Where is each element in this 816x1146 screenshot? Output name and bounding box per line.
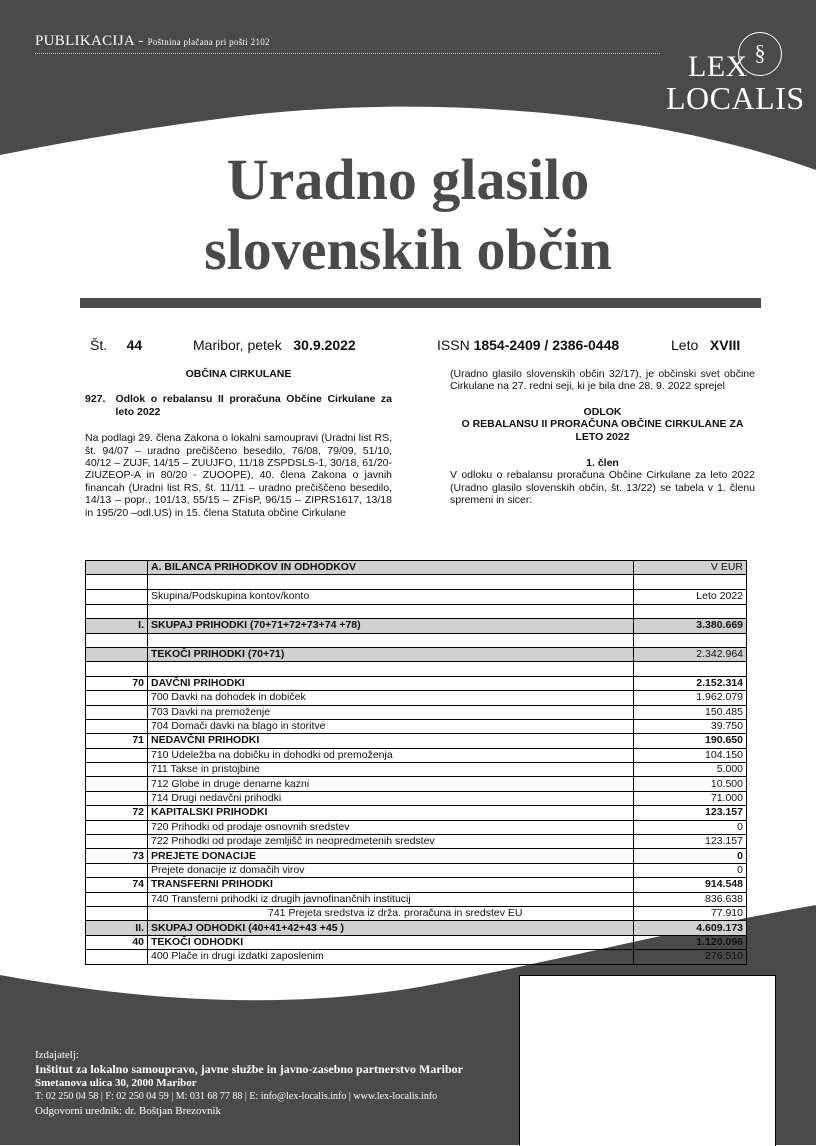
row-code xyxy=(86,647,148,661)
table-row xyxy=(86,748,747,762)
volume-value: XVIII xyxy=(709,337,741,353)
row-code: II. xyxy=(86,921,148,935)
table-row xyxy=(86,791,747,805)
title-line-1: Uradno glasilo xyxy=(226,147,590,212)
row-label: 720 Prihodki od prodaje osnovnih sredstev xyxy=(148,820,634,834)
title-rule xyxy=(80,298,761,308)
row-value: 5.000 xyxy=(634,763,747,777)
row-code xyxy=(86,777,148,791)
row-label: 740 Transferni prihodki iz drugih javnofinančnih institucij xyxy=(148,892,634,906)
budget-table-body xyxy=(86,561,747,965)
issn-label: ISSN xyxy=(437,337,470,353)
row-label xyxy=(148,662,634,676)
row-code xyxy=(86,662,148,676)
table-row xyxy=(86,662,747,676)
table-row xyxy=(86,619,747,633)
row-value: 0 xyxy=(634,863,747,877)
row-label: 722 Prihodki od prodaje zemljišč in neopredmetenih sredstev xyxy=(148,835,634,849)
row-value: 123.157 xyxy=(634,835,747,849)
row-value: 1.120.096 xyxy=(634,935,747,949)
row-code: 74 xyxy=(86,878,148,892)
volume-label: Leto xyxy=(671,337,699,353)
table-row xyxy=(86,921,747,935)
row-label: Prejete donacije iz domačih virov xyxy=(148,863,634,877)
row-code xyxy=(86,748,148,762)
budget-table xyxy=(85,560,747,965)
row-code xyxy=(86,892,148,906)
row-value: 276.510 xyxy=(634,950,747,964)
table-row xyxy=(86,734,747,748)
row-value: 3.380.669 xyxy=(634,619,747,633)
paragraph-icon: § xyxy=(738,32,782,76)
table-row xyxy=(86,863,747,877)
row-code: 73 xyxy=(86,849,148,863)
row-label: SKUPAJ ODHODKI (40+41+42+43 +45 ) xyxy=(148,921,634,935)
row-code xyxy=(86,561,148,575)
table-row xyxy=(86,820,747,834)
row-label: 711 Takse in pristojbine xyxy=(148,763,634,777)
volume xyxy=(671,337,740,353)
row-code xyxy=(86,719,148,733)
footer xyxy=(35,1048,463,1118)
publication-text: PUBLIKACIJA - xyxy=(35,33,144,49)
table-row xyxy=(86,647,747,661)
row-code xyxy=(86,906,148,920)
table-row xyxy=(86,950,747,964)
row-value: 39.750 xyxy=(634,719,747,733)
table-row xyxy=(86,892,747,906)
issue-number-value: 44 xyxy=(126,337,143,353)
table-row xyxy=(86,575,747,589)
article-heading: 1. člen xyxy=(586,457,619,470)
row-code xyxy=(86,950,148,964)
table-row xyxy=(86,604,747,618)
row-code xyxy=(86,835,148,849)
publication-label xyxy=(35,33,270,50)
document-number: 927. xyxy=(85,393,106,406)
row-label: A. BILANCA PRIHODKOV IN ODHODKOV xyxy=(148,561,634,575)
table-row xyxy=(86,935,747,949)
table-row xyxy=(86,705,747,719)
issue-date-value: 30.9.2022 xyxy=(293,337,356,353)
issn xyxy=(437,337,619,353)
row-label: PREJETE DONACIJE xyxy=(148,849,634,863)
row-value xyxy=(634,662,747,676)
issue-number-label: Št. xyxy=(90,337,108,353)
row-code xyxy=(86,863,148,877)
row-value: 836.638 xyxy=(634,892,747,906)
row-value: 104.150 xyxy=(634,748,747,762)
row-label xyxy=(148,575,634,589)
row-code xyxy=(86,705,148,719)
postage-text: Poštnina plačana pri pošti 2102 xyxy=(147,37,270,47)
row-code xyxy=(86,791,148,805)
row-label: 700 Davki na dohodek in dobiček xyxy=(148,691,634,705)
issue-date xyxy=(193,337,356,353)
row-value: 2.342.964 xyxy=(634,647,747,661)
row-code xyxy=(86,589,148,604)
issn-value: 1854-2409 / 2386-0448 xyxy=(473,337,620,353)
issue-place: Maribor, petek xyxy=(193,337,282,353)
row-label: 741 Prejeta sredstva iz drža. proračuna in sredstev EU xyxy=(148,906,634,920)
row-label: DAVČNI PRIHODKI xyxy=(148,676,634,690)
blank-box xyxy=(519,975,776,1146)
row-code: 72 xyxy=(86,806,148,820)
odlok-subheading: O REBALANSU II PRORAČUNA OBČINE CIRKULANE ZA LETO 2022 xyxy=(461,418,744,443)
table-row xyxy=(86,719,747,733)
row-value: 4.609.173 xyxy=(634,921,747,935)
row-label: 714 Drugi nedavčni prihodki xyxy=(148,791,634,805)
title-line-2: slovenskih občin xyxy=(204,217,612,282)
row-code xyxy=(86,763,148,777)
row-code: 40 xyxy=(86,935,148,949)
row-value: 0 xyxy=(634,820,747,834)
row-label: 710 Udeležba na dobičku in dohodki od premoženja xyxy=(148,748,634,762)
row-label: TRANSFERNI PRIHODKI xyxy=(148,878,634,892)
publisher-contact: T: 02 250 04 58 | F: 02 250 04 59 | M: 031 68 77 88 | E: info@lex-localis.info | www.lex-localis.info xyxy=(35,1091,438,1102)
row-code xyxy=(86,575,148,589)
table-row xyxy=(86,777,747,791)
row-label: 712 Globe in druge denarne kazni xyxy=(148,777,634,791)
table-row xyxy=(86,561,747,575)
row-value: Leto 2022 xyxy=(634,589,747,604)
left-column xyxy=(85,368,392,519)
issue-number xyxy=(90,337,142,353)
table-row xyxy=(86,676,747,690)
row-value: 1.962.079 xyxy=(634,691,747,705)
document-heading xyxy=(85,393,392,418)
table-row xyxy=(86,589,747,604)
table-row xyxy=(86,906,747,920)
row-code xyxy=(86,691,148,705)
table-row xyxy=(86,835,747,849)
table-row xyxy=(86,763,747,777)
header-dotted-rule xyxy=(35,53,660,54)
publisher-address: Smetanova ulica 30, 2000 Maribor xyxy=(35,1077,197,1089)
table-row xyxy=(86,806,747,820)
row-label: TEKOČI PRIHODKI (70+71) xyxy=(148,647,634,661)
row-value: 190.650 xyxy=(634,734,747,748)
row-label: Skupina/Podskupina kontov/konto xyxy=(148,589,634,604)
row-label: 400 Plače in drugi izdatki zaposlenim xyxy=(148,950,634,964)
publisher-name: Inštitut za lokalno samoupravo, javne službe in javno-zasebno partnerstvo Maribor xyxy=(35,1062,464,1076)
row-label: 703 Davki na premoženje xyxy=(148,705,634,719)
row-code xyxy=(86,604,148,618)
row-label xyxy=(148,604,634,618)
logo-text-lex: LEX xyxy=(688,50,748,83)
lex-localis-logo xyxy=(660,30,805,120)
row-value: 150.485 xyxy=(634,705,747,719)
legal-basis-continuation: (Uradno glasilo slovenskih občin 32/17), je občinski svet občine Cirkulane na 27. redni seji, ki je bila dne 28. 9. 2022 sprejel xyxy=(450,368,755,393)
municipality-heading: OBČINA CIRKULANE xyxy=(185,368,292,380)
editor: Odgovorni urednik: dr. Boštjan Brezovnik xyxy=(35,1105,222,1117)
table-row xyxy=(86,633,747,647)
row-value: 0 xyxy=(634,849,747,863)
row-code: 71 xyxy=(86,734,148,748)
row-label: SKUPAJ PRIHODKI (70+71+72+73+74 +78) xyxy=(148,619,634,633)
row-value: V EUR xyxy=(634,561,747,575)
table-row xyxy=(86,691,747,705)
row-label: NEDAVČNI PRIHODKI xyxy=(148,734,634,748)
row-value: 123.157 xyxy=(634,806,747,820)
row-value: 914.548 xyxy=(634,878,747,892)
row-value xyxy=(634,575,747,589)
row-value xyxy=(634,604,747,618)
publisher-label: Izdajatelj: xyxy=(35,1049,79,1061)
right-column xyxy=(450,368,755,507)
row-label: TEKOČI ODHODKI xyxy=(148,935,634,949)
row-value: 2.152.314 xyxy=(634,676,747,690)
table-row xyxy=(86,878,747,892)
row-value xyxy=(634,633,747,647)
article-text: V odloku o rebalansu proračuna Občine Cirkulane za leto 2022 (Uradno glasilo slovenskih občin, št. 13/22) se tabela v 1. členu spremeni in sicer: xyxy=(450,469,755,507)
logo-text-localis: LOCALIS xyxy=(666,80,805,116)
row-code xyxy=(86,633,148,647)
row-value: 71.000 xyxy=(634,791,747,805)
legal-basis-text: Na podlagi 29. člena Zakona o lokalni samoupravi (Uradni list RS, št. 94/07 – uradno prečiščeno besedilo, 76/08, 79/09, 51/10, 40/12 – ZUJF, 14/15 – ZUUJFO, 11/18 ZSPDSLS-1, 30/18, 61/20-ZIUZEOP-A in 80/20 - ZUOOPE), 40. člena Zakona o javnih financah (Uradni list RS, št. 11/11 – uradno prečiščeno besedilo, 14/13 – popr., 101/13, 55/15 – ZFisP, 96/15 – ZIPRS1617, 13/18 in 195/20 –odl.US) in 15. člena Statuta občine Cirkulane xyxy=(85,432,392,519)
row-value: 10.500 xyxy=(634,777,747,791)
row-label xyxy=(148,633,634,647)
row-value: 77.910 xyxy=(634,906,747,920)
row-code: I. xyxy=(86,619,148,633)
row-label: KAPITALSKI PRIHODKI xyxy=(148,806,634,820)
row-code xyxy=(86,820,148,834)
table-row xyxy=(86,849,747,863)
row-code: 70 xyxy=(86,676,148,690)
document-title: Odlok o rebalansu II proračuna Občine Cirkulane za leto 2022 xyxy=(115,393,392,418)
odlok-heading: ODLOK xyxy=(583,405,622,418)
page-title xyxy=(80,145,736,285)
row-label: 704 Domači davki na blago in storitve xyxy=(148,719,634,733)
